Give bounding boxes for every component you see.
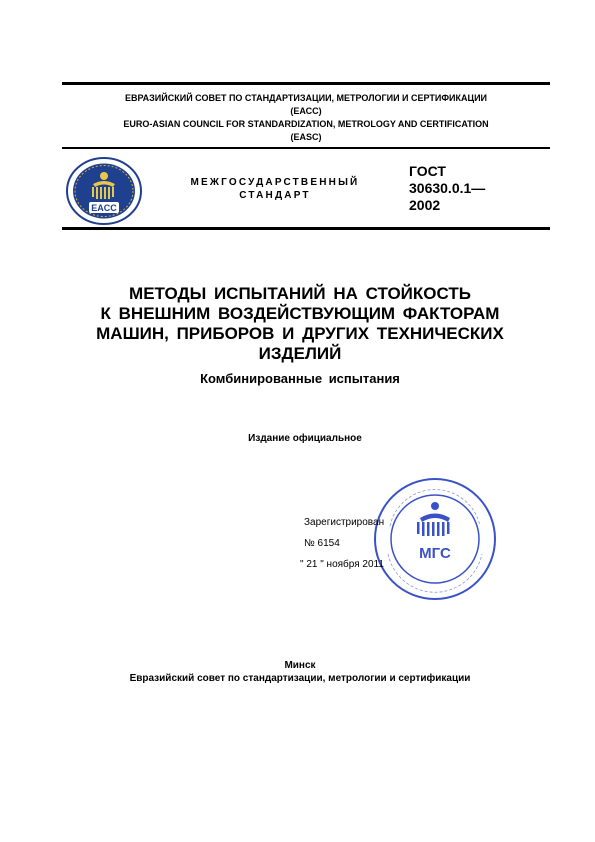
registration-number: № 6154: [304, 538, 340, 549]
gost-year: 2002: [409, 197, 441, 213]
registration-date: " 21 " ноября 2011: [300, 559, 384, 570]
gost-number: 30630.0.1—: [409, 180, 486, 196]
gost-label: ГОСТ: [409, 163, 446, 179]
council-abbr-en: (EASC): [290, 132, 322, 142]
stamp-text: МГС: [419, 545, 451, 562]
registration-label: Зарегистрирован: [304, 517, 385, 528]
subtitle: Комбинированные испытания: [200, 371, 400, 386]
header-rule-middle: [62, 147, 550, 149]
council-name-en: EURO-ASIAN COUNCIL FOR STANDARDIZATION, METROLOGY AND CERTIFICATION: [123, 119, 489, 129]
top-rule: [62, 82, 550, 85]
edition-label: Издание официальное: [248, 433, 362, 444]
council-abbr-ru: (ЕАСС): [290, 106, 322, 116]
footer-publisher: Евразийский совет по стандартизации, метрологии и сертификации: [129, 673, 471, 684]
title-line4: ИЗДЕЛИЙ: [258, 344, 342, 363]
logo-text: EACC: [91, 203, 117, 213]
title-line2: К ВНЕШНИМ ВОЗДЕЙСТВУЮЩИМ ФАКТОРАМ: [100, 304, 500, 323]
standard-type-line1: МЕЖГОСУДАРСТВЕННЫЙ: [190, 177, 360, 188]
easc-emblem-icon: [65, 156, 143, 226]
standard-type-line2: СТАНДАРТ: [239, 190, 311, 201]
title-line1: МЕТОДЫ ИСПЫТАНИЙ НА СТОЙКОСТЬ: [129, 284, 471, 303]
title-line3: МАШИН, ПРИБОРОВ И ДРУГИХ ТЕХНИЧЕСКИХ: [96, 324, 504, 343]
mgs-stamp-icon: [372, 476, 498, 602]
header-rule-bottom: [62, 227, 550, 230]
council-name-ru: ЕВРАЗИЙСКИЙ СОВЕТ ПО СТАНДАРТИЗАЦИИ, МЕТРОЛОГИИ И СЕРТИФИКАЦИИ: [124, 93, 488, 103]
footer-city: Минск: [284, 660, 316, 671]
